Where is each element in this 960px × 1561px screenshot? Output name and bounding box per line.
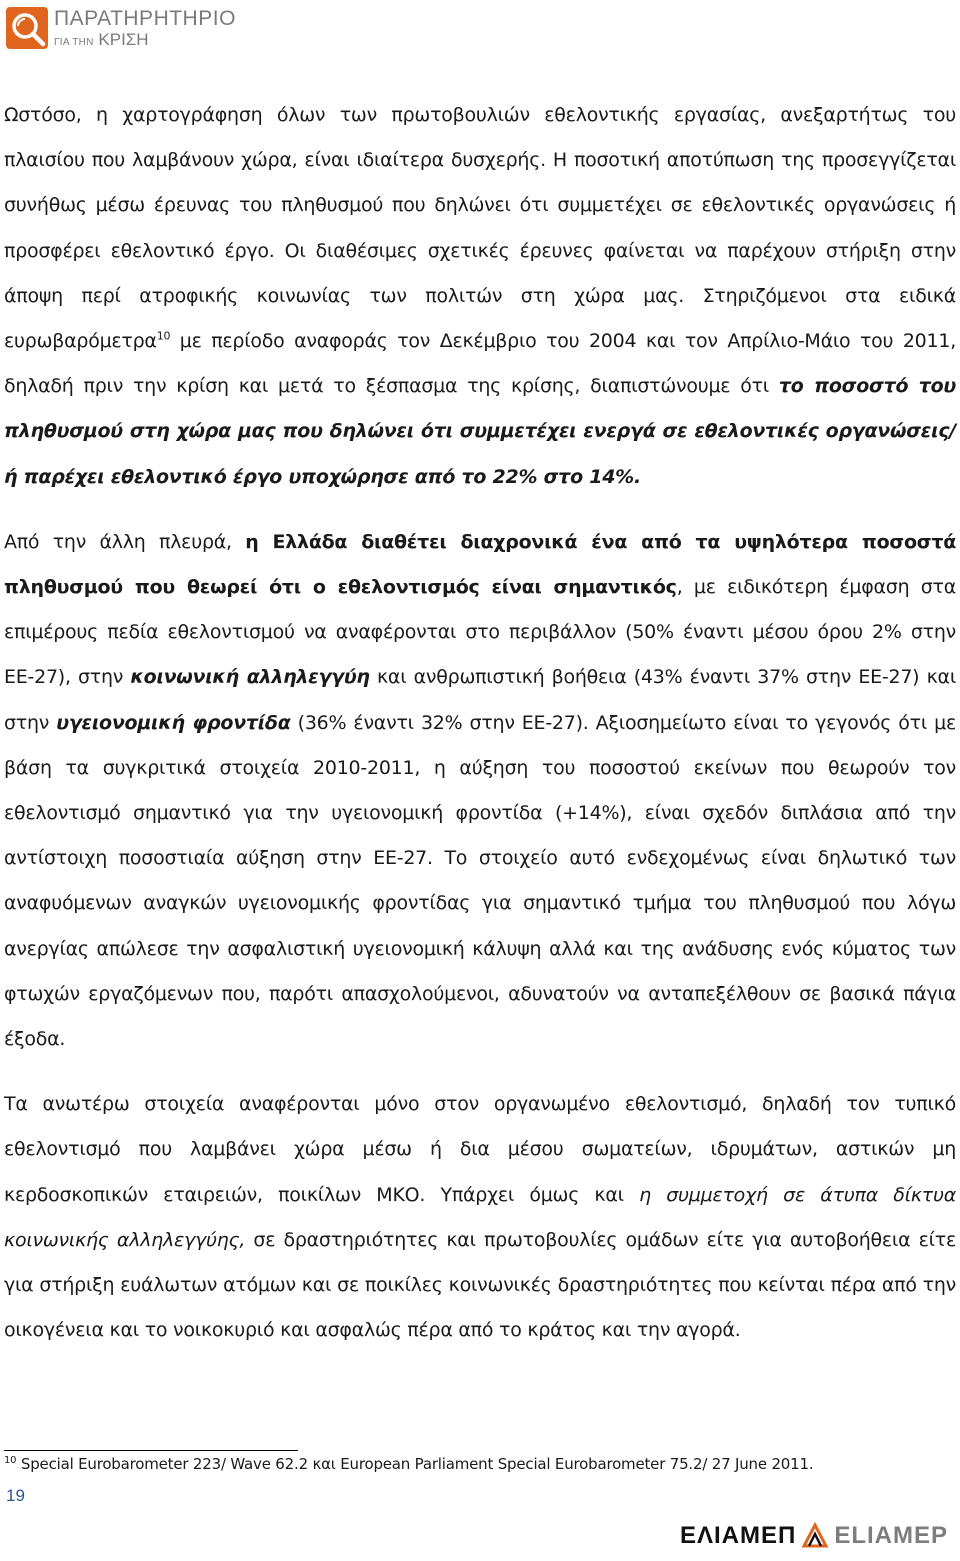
logo-title: ΠΑΡΑΤΗΡΗΤΗΡΙΟ — [54, 7, 236, 30]
footnote-separator — [4, 1450, 298, 1451]
observatory-logo-icon — [6, 7, 48, 49]
eliamep-greek: ΕΛΙΑΜΕΠ — [679, 1522, 797, 1549]
emphasis-bold-italic: το ποσοστό του πληθυσμού στη χώρα μας που δηλώνει ότι συμμετέχει ενεργά σε εθελοντικές οργανώσεις/ ή παρέχει εθελοντικό έργο υποχώρησε από το 22% στο 14%. — [4, 375, 956, 488]
eliamep-latin: ELIAMEP — [834, 1522, 948, 1549]
emphasis-social-solidarity: κοινωνική αλληλεγγύη — [130, 666, 370, 689]
footnote-marker: 10 — [4, 1455, 17, 1466]
eliamep-emblem-icon — [800, 1522, 830, 1550]
page-number: 19 — [6, 1486, 25, 1505]
footnote — [4, 1455, 813, 1473]
paragraph-2: Από την άλλη πλευρά, η Ελλάδα διαθέτει διαχρονικά ένα από τα υψηλότερα ποσοστά πληθυσμού που θεωρεί ότι ο εθελοντισμός είναι σημαντικός, με ειδικότερη έμφαση στα επιμέρους πεδία εθελοντισμού να αναφέρονται στο περιβάλλον (50% έναντι μέσου όρου 2% στην ΕΕ-27), στην κοινωνική αλληλεγγύη και ανθρωπιστική βοήθεια (43% έναντι 37% στην ΕΕ-27) και στην υγειονομική φροντίδα (36% έναντι 32% στην ΕΕ-27). Αξιοσημείωτο είναι το γεγονός ότι με βάση τα συγκριτικά στοιχεία 2010-2011, η αύξηση του ποσοστού εκείνων που θεωρούν τον εθελοντισμό σημαντικό για την υγειονομική φροντίδα (+14%), είναι σχεδόν διπλάσια από την αντίστοιχη ποσοστιαία αύξηση στην ΕΕ-27. Το στοιχείο αυτό ενδεχομένως είναι δηλωτικό των αναφυόμενων αναγκών υγειονομικής φροντίδας για σημαντικό τμήμα του πληθυσμού που λόγω ανεργίας απώλεσε την ασφαλιστική υγειονομική κάλυψη αλλά και της ανάδυσης ενός κύματος των φτωχών εργαζόμενων που, παρότι απασχολούμενοι, αδυνατούν να ανταπεξέλθουν σε βασικά πάγια έξοδα. — [4, 530, 956, 1051]
footnote-text: Special Eurobarometer 223/ Wave 62.2 και European Parliament Special Eurobarometer 75.2/ 27 June 2011. — [16, 1455, 814, 1473]
observatory-logo — [6, 6, 236, 50]
emphasis-health-care: υγειονομική φροντίδα — [56, 711, 291, 734]
document-body — [4, 93, 956, 1353]
eliamep-logo — [680, 1522, 948, 1550]
paragraph-1: Ωστόσο, η χαρτογράφηση όλων των πρωτοβουλιών εθελοντικής εργασίας, ανεξαρτήτως του πλαισίου που λαμβάνουν χώρα, είναι ιδιαίτερα δυσχερής. Η ποσοτική αποτύπωση της προσεγγίζεται συνήθως μέσω έρευνας του πληθυσμού που δηλώνει ότι συμμετέχει σε εθελοντικές οργανώσεις ή προσφέρει εθελοντικό έργο. Οι διαθέσιμες σχετικές έρευνες φαίνεται να παρέχουν στήριξη στην άποψη περί ατροφικής κοινωνίας των πολιτών στη χώρα μας. Στηριζόμενοι στα ειδικά ευρωβαρόμετρα$^{10}$ με περίοδο αναφοράς τον Δεκέμβριο του 2004 και τον Απρίλιο-Μάιο του 2011, δηλαδή πριν την κρίση και μετά το ξέσπασμα της κρίσης, διαπιστώνουμε ότι το ποσοστό του πληθυσμού στη χώρα μας που δηλώνει ότι συμμετέχει ενεργά σε εθελοντικές οργανώσεις/ ή παρέχει εθελοντικό έργο υποχώρησε από το 22% στο 14%. — [4, 104, 956, 488]
emphasis-bold: η Ελλάδα διαθέτει διαχρονικά ένα από τα υψηλότερα ποσοστά πληθυσμού που θεωρεί ότι ο εθελοντισμός είναι σημαντικός — [4, 530, 956, 599]
emphasis-italic: η συμμετοχή σε άτυπα δίκτυα κοινωνικής αλληλεγγύης, — [4, 1183, 956, 1251]
footnote-reference[interactable]: 10 — [156, 329, 171, 343]
logo-subtitle: ΚΡΙΣΗ — [98, 30, 149, 49]
logo-subtitle-small: ΓΙΑ ΤΗΝ — [54, 37, 94, 48]
paragraph-3: Τα ανωτέρω στοιχεία αναφέρονται μόνο στον οργανωμένο εθελοντισμό, δηλαδή τον τυπικό εθελοντισμό που λαμβάνει χώρα μέσω ή δια μέσου σωματείων, ιδρυμάτων, αστικών μη κερδοσκοπικών εταιρειών, ποικίλων ΜΚΟ. Υπάρχει όμως και η συμμετοχή σε άτυπα δίκτυα κοινωνικής αλληλεγγύης, σε δραστηριότητες και πρωτοβουλίες ομάδων είτε για αυτοβοήθεια είτε για στήριξη ευάλωτων ατόμων και σε ποικίλες κοινωνικές δραστηριότητες που κείνται πέρα από την οικογένεια και το νοικοκυριό και ασφαλώς πέρα από το κράτος και την αγορά. — [4, 1093, 956, 1342]
